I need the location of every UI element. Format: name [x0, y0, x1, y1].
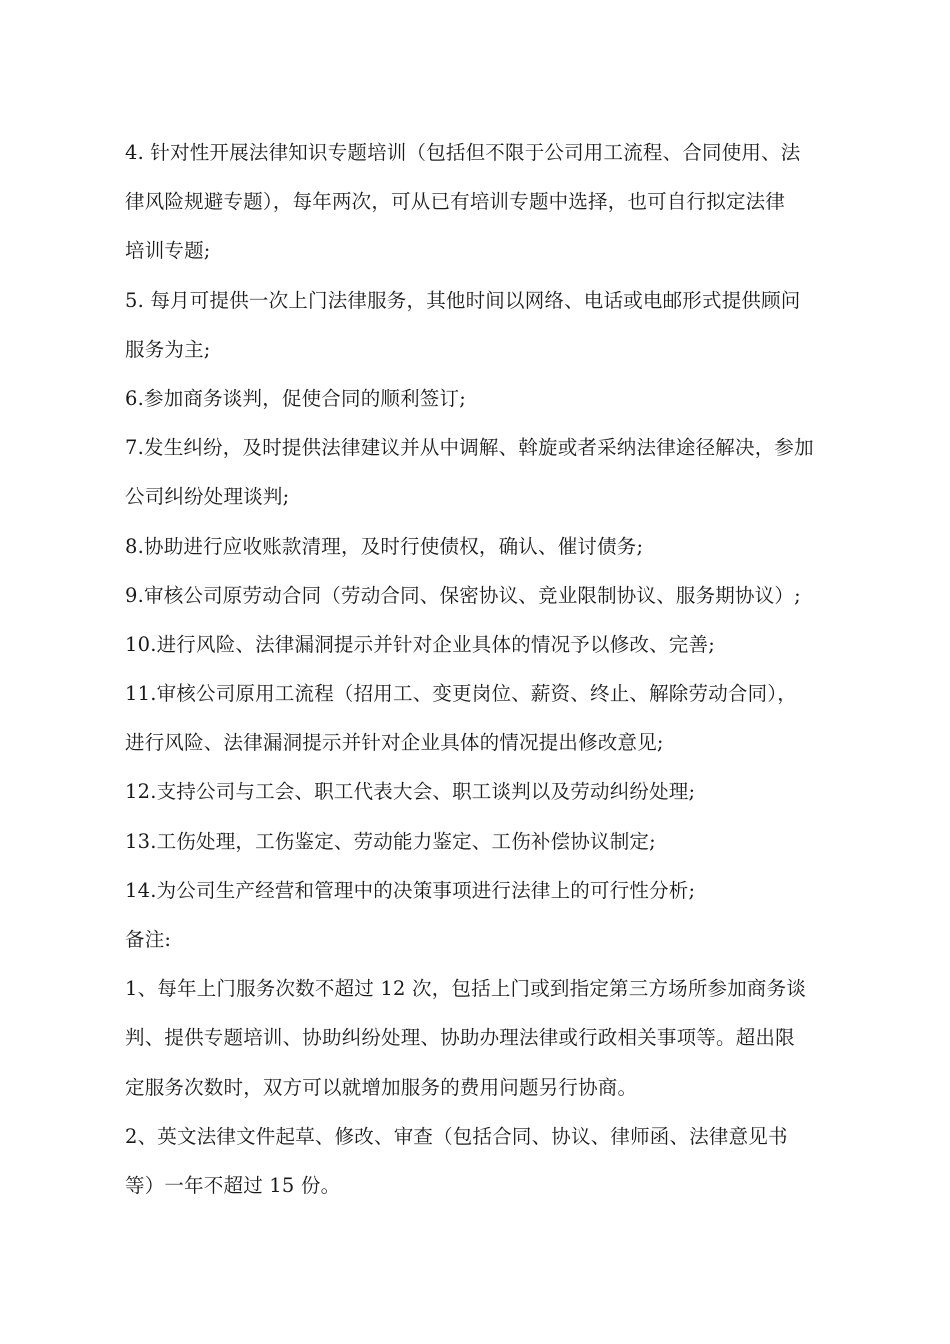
text-line: 公司纠纷处理谈判; — [125, 485, 290, 509]
text-line: 定服务次数时，双方可以就增加服务的费用问题另行协商。 — [125, 1075, 638, 1099]
text-line: 判、提供专题培训、协助纠纷处理、协助办理法律或行政相关事项等。超出限 — [125, 1026, 795, 1050]
text-line: 4. 针对性开展法律知识专题培训（包括但不限于公司用工流程、合同使用、法 — [125, 141, 801, 164]
text-line: 2、英文法律文件起草、修改、审查（包括合同、协议、律师函、法律意见书 — [125, 1124, 788, 1148]
document-body — [125, 128, 837, 1210]
text-line: 13.工伤处理，工伤鉴定、劳动能力鉴定、工伤补偿协议制定; — [125, 829, 656, 853]
text-line: 12.支持公司与工会、职工代表大会、职工谈判以及劳动纠纷处理; — [125, 780, 696, 804]
text-line: 等）一年不超过 15 份。 — [125, 1173, 341, 1197]
text-line: 9.审核公司原劳动合同（劳动合同、保密协议、竞业限制协议、服务期协议）; — [125, 583, 801, 607]
text-line: 14.为公司生产经营和管理中的决策事项进行法律上的可行性分析; — [125, 878, 696, 902]
text-line: 培训专题; — [125, 239, 211, 263]
text-line: 11.审核公司原用工流程（招用工、变更岗位、薪资、终止、解除劳动合同）， — [125, 682, 797, 706]
text-line: 进行风险、法律漏洞提示并针对企业具体的情况提出修改意见; — [125, 731, 664, 755]
text-line: 5. 每月可提供一次上门法律服务，其他时间以网络、电话或电邮形式提供顾问 — [125, 288, 801, 312]
text-line: 律风险规避专题），每年两次，可从已有培训专题中选择，也可自行拟定法律 — [125, 190, 786, 214]
text-line: 7.发生纠纷，及时提供法律建议并从中调解、斡旋或者采纳法律途径解决，参加 — [125, 436, 814, 460]
text-line: 6.参加商务谈判，促使合同的顺利签订; — [125, 386, 466, 410]
text-line: 10.进行风险、法律漏洞提示并针对企业具体的情况予以修改、完善; — [125, 632, 715, 656]
notes-heading: 备注: — [125, 928, 172, 951]
text-line: 8.协助进行应收账款清理，及时行使债权，确认、催讨债务; — [125, 534, 644, 558]
text-line: 1、每年上门服务次数不超过 12 次，包括上门或到指定第三方场所参加商务谈 — [125, 977, 807, 1001]
text-line: 服务为主; — [125, 337, 211, 361]
